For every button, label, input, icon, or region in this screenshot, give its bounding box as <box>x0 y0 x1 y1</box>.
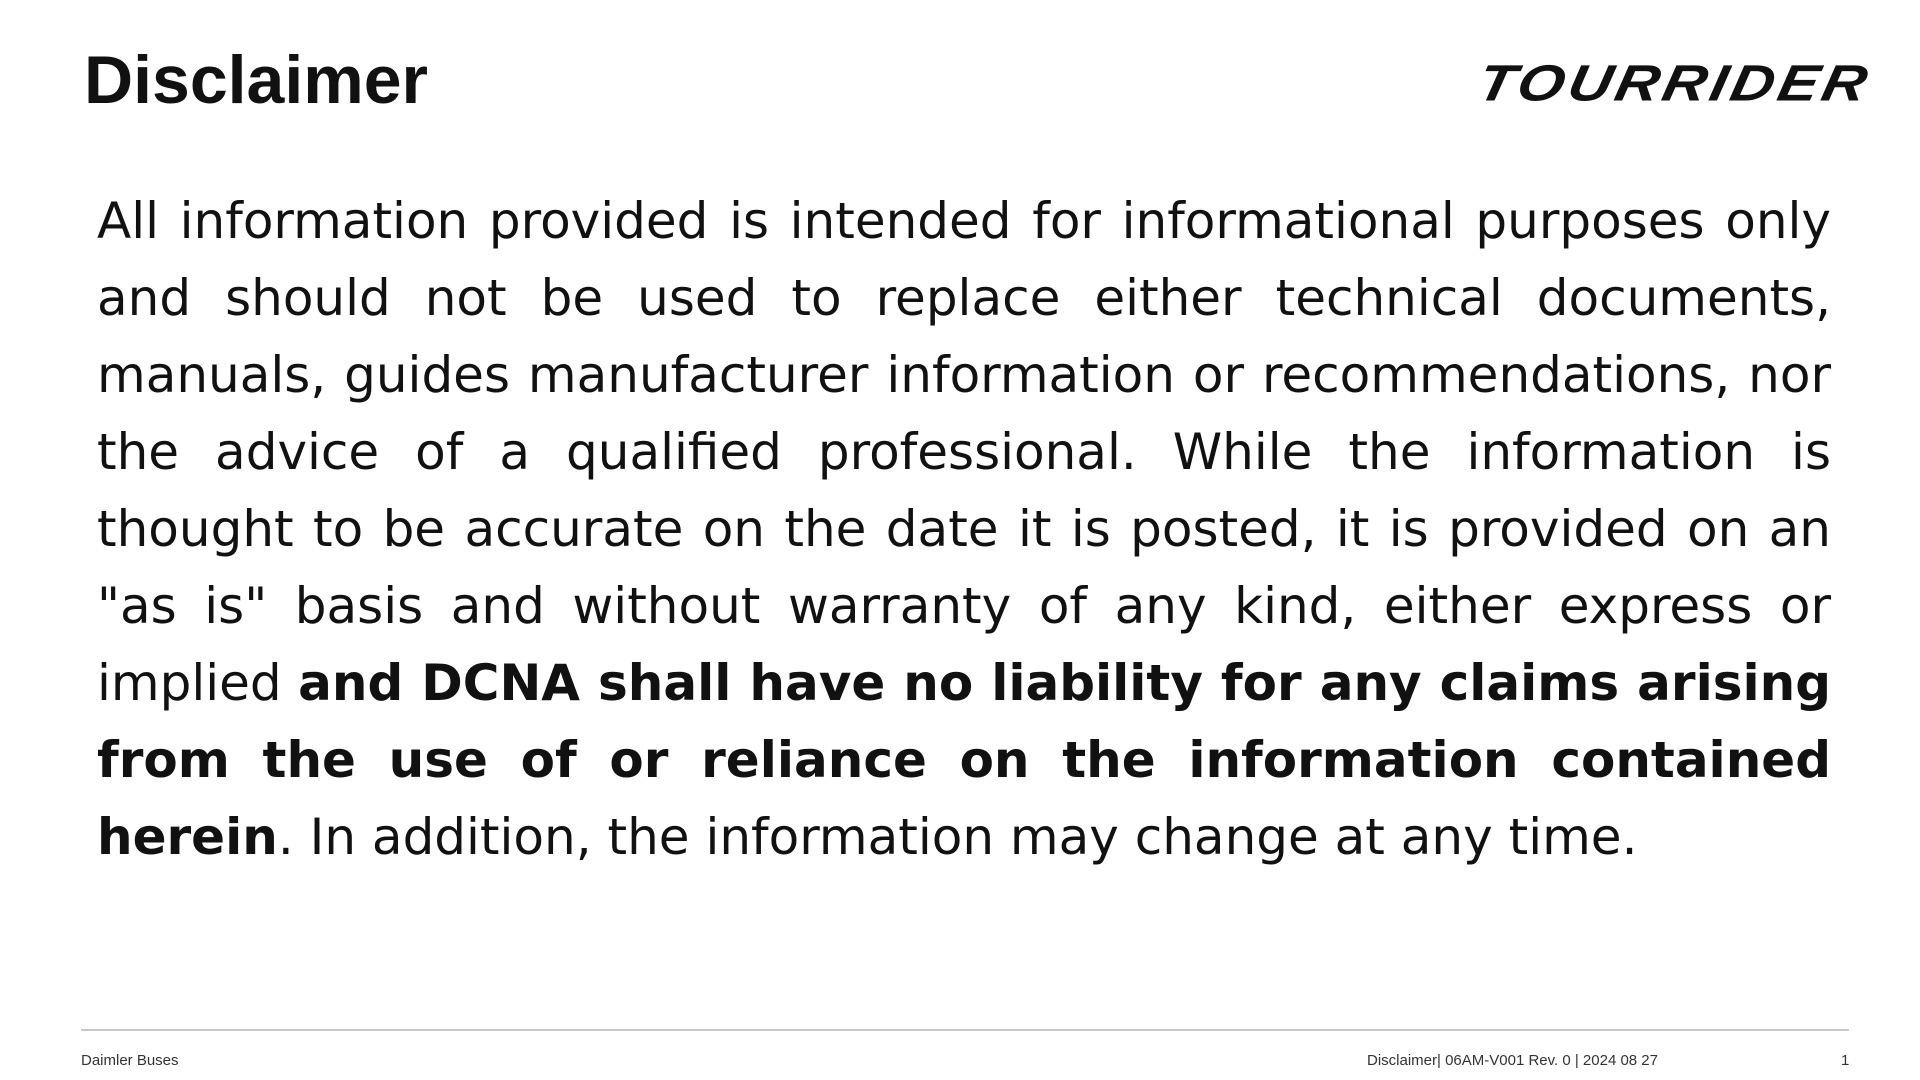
disclaimer-body <box>97 183 1831 876</box>
footer-document-info: Disclaimer| 06AM-V001 Rev. 0 | 2024 08 27 <box>1367 1052 1658 1069</box>
disclaimer-text-closing: . In addition, the information may change at any time. <box>277 808 1638 866</box>
tourrider-logo: TOURRIDER <box>1473 54 1877 112</box>
disclaimer-text-intro: All information provided is intended for informational purposes only and should not be used to replace either technical documents, manuals, guides manufacturer information or recommendations, nor the advice of a qualified professional. While the information is thought to be accurate on the date it is posted, it is provided on an "as is" basis and without warranty of any kind, either express or implied <box>97 192 1831 712</box>
disclaimer-liability-clause: and DCNA shall have no liability for any claims arising from the use of or reliance on the information contained herein <box>97 654 1831 866</box>
page-title: Disclaimer <box>84 42 428 118</box>
footer-divider <box>81 1029 1849 1031</box>
footer-company: Daimler Buses <box>81 1052 179 1069</box>
footer-page-number: 1 <box>1841 1052 1850 1069</box>
